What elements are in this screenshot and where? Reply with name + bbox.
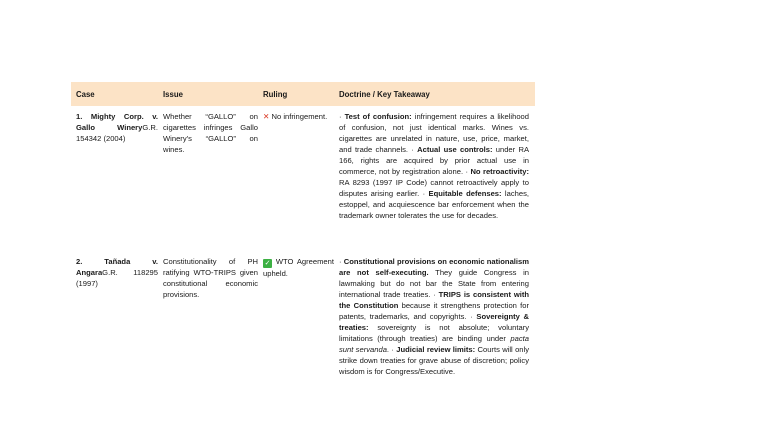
doctrine-point-title: Actual use controls: bbox=[417, 145, 493, 154]
doctrine-cell bbox=[334, 111, 535, 253]
case-name: 2. Tañada v. Angara bbox=[76, 257, 158, 277]
table-row bbox=[71, 106, 535, 253]
issue-cell: Constitutionality of PH ratifying WTO-TRIPS given constitutional economic provisions. bbox=[163, 257, 258, 299]
header-ruling: Ruling bbox=[263, 89, 288, 99]
issue-cell: Whether “GALLO” on cigarettes infringes Gallo Winery’s “GALLO” on wines. bbox=[163, 112, 258, 154]
doctrine-point-text: . bbox=[386, 345, 392, 354]
bullet: · bbox=[433, 290, 439, 299]
cross-mark-icon: ✕ bbox=[263, 112, 270, 121]
doctrine-cell bbox=[334, 256, 535, 377]
doctrine-point-title: Equitable defenses: bbox=[428, 189, 502, 198]
doctrine-point-text: They guide Congress in lawmaking but do not bar the State from entering international trade treaties. bbox=[339, 268, 529, 299]
doctrine-point-title: No retroactivity: bbox=[470, 167, 529, 176]
table-header-row bbox=[71, 82, 535, 106]
bullet: · bbox=[339, 257, 344, 266]
case-name: 1. Mighty Corp. v. Gallo Winery bbox=[76, 112, 158, 132]
case-citation: G.R. 118295 (1997) bbox=[76, 268, 158, 288]
case-cell bbox=[71, 111, 158, 253]
header-doctrine: Doctrine / Key Takeaway bbox=[339, 89, 430, 99]
ruling-text: No infringement. bbox=[271, 112, 328, 121]
doctrine-point-title: Constitutional provisions on economic nationalism are not self-executing. bbox=[339, 257, 529, 277]
check-mark-icon: ✓ bbox=[264, 260, 271, 267]
bullet: · bbox=[391, 345, 397, 354]
bullet: · bbox=[470, 312, 477, 321]
doctrine-point-text: Courts will only strike down treaties for grave abuse of discretion; policy wisdom is for Congress/Executive. bbox=[339, 345, 529, 376]
doctrine-point-title: Judicial review limits: bbox=[396, 345, 476, 354]
ruling-text: WTO Agreement upheld. bbox=[263, 257, 334, 278]
bullet: · bbox=[411, 145, 418, 154]
doctrine-point-title: Sovereignty & treaties: bbox=[339, 312, 530, 332]
doctrine-point-text: sovereignty is not absolute; voluntary limitations (through treaties) are binding under bbox=[339, 323, 529, 343]
header-case: Case bbox=[76, 89, 95, 99]
doctrine-point-text: under RA 166, rights are acquired by prior actual use in commerce, not by registration alone. bbox=[339, 145, 530, 176]
doctrine-point-text: infringement requires a likelihood of confusion, not just identical marks. Wines vs. cigarettes are unrelated in nature, use, price, market, and trade channels. bbox=[339, 112, 529, 154]
doctrine-point-text: laches, estoppel, and acquiescence bar enforcement when the trademark owner tolerates the use for decades. bbox=[339, 189, 529, 220]
case-table bbox=[71, 82, 535, 377]
ruling-cell bbox=[258, 256, 334, 377]
doctrine-point-title: TRIPS is consistent with the Constitution bbox=[339, 290, 529, 310]
bullet: · bbox=[465, 167, 471, 176]
doctrine-point-text: because it strengthens protection for patents, trademarks, and copyrights. bbox=[339, 301, 529, 321]
ruling-cell bbox=[258, 111, 334, 253]
bullet: · bbox=[339, 112, 345, 121]
doctrine-point-title: Test of confusion: bbox=[344, 112, 412, 121]
case-cell bbox=[71, 256, 158, 377]
case-citation: G.R. 154342 (2004) bbox=[76, 123, 158, 143]
table-row bbox=[71, 253, 535, 377]
doctrine-latin-phrase: pacta sunt servanda bbox=[339, 334, 529, 354]
header-issue: Issue bbox=[163, 89, 183, 99]
bullet: · bbox=[422, 189, 429, 198]
doctrine-point-text: RA 8293 (1997 IP Code) cannot retroactively apply to disputes arising earlier. bbox=[339, 178, 529, 198]
